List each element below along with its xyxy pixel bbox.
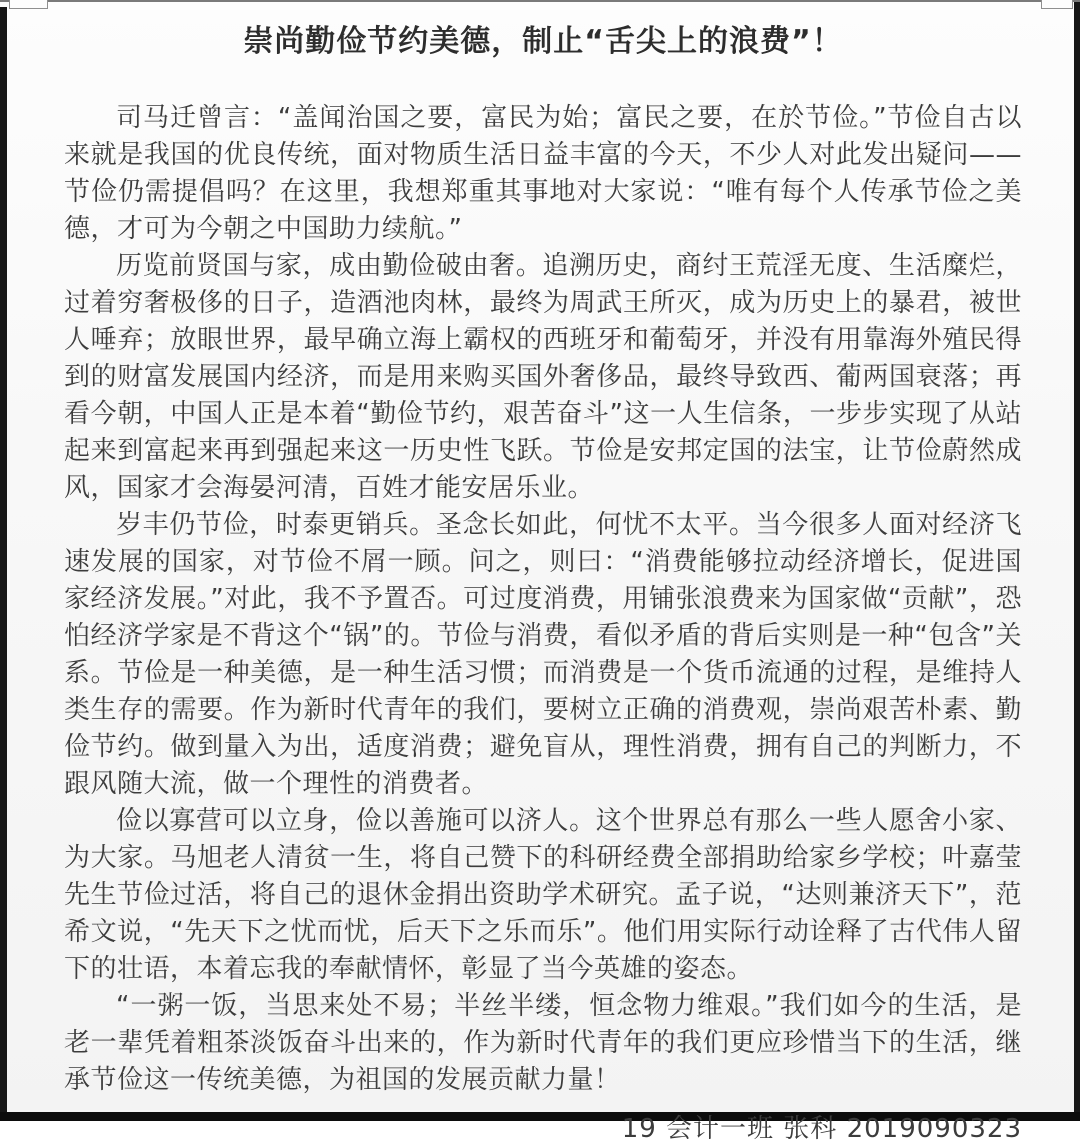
author-signature: 19 会计一班 张科 2019090323 (621, 1114, 1022, 1144)
essay-title: 崇尚勤俭节约美德，制止“舌尖上的浪费”！ (243, 24, 843, 59)
scan-artifact-top-left (9, 0, 48, 9)
essay-paragraph-3: 岁丰仍节俭，时泰更销兵。圣念长如此，何忧不太平。当今很多人面对经济飞速发展的国家，对节俭不屑一顾。问之，则曰：“消费能够拉动经济增长，促进国家经济发展。”对此，我不予置否。可过度消费，用铺张浪费来为国家做“贡献”，恐怕经济学家是不背这个“锅”的。节俭与消费，看似矛盾的背后实则是一种“包含”关系。节俭是一种美德，是一种生活习惯；而消费是一个货币流通的过程，是维持人类生存的需要。作为新时代青年的我们，要树立正确的消费观，崇尚艰苦朴素、勤俭节约。做到量入为出，适度消费；避免盲从，理性消费，拥有自己的判断力，不跟风随大流，做一个理性的消费者。 (64, 510, 1022, 799)
essay-paragraph-4: 俭以寡营可以立身，俭以善施可以济人。这个世界总有那么一些人愿舍小家、为大家。马旭老人清贫一生，将自己赞下的科研经费全部捐助给家乡学校；叶嘉莹先生节俭过活，将自己的退休金捐出资助学术研究。孟子说，“达则兼济天下”，范希文说，“先天下之忧而忧，后天下之乐而乐”。他们用实际行动诠释了古代伟人留下的壮语，本着忘我的奉献情怀，彰显了当今英雄的姿态。 (64, 806, 1022, 984)
photo-right-edge (1074, 2, 1080, 1121)
essay-paragraph-5: “一粥一饭，当思来处不易；半丝半缕，恒念物力维艰。”我们如今的生活，是老一辈凭着粗茶淡饭奋斗出来的，作为新时代青年的我们更应珍惜当下的生活，继承节俭这一传统美德，为祖国的发展贡献力量！ (64, 991, 1022, 1095)
photo-top-edge (0, 0, 1080, 2)
essay-paragraph-2: 历览前贤国与家，成由勤俭破由奢。追溯历史，商纣王荒淫无度、生活糜烂，过着穷奢极侈的日子，造酒池肉林，最终为周武王所灭，成为历史上的暴君，被世人唾弃；放眼世界，最早确立海上霸权的西班牙和葡萄牙，并没有用靠海外殖民得到的财富发展国内经济，而是用来购买国外奢侈品，最终导致西、葡两国衰落；再看今朝，中国人正是本着“勤俭节约，艰苦奋斗”这一人生信条，一步步实现了从站起来到富起来再到强起来这一历史性飞跃。节俭是安邦定国的法宝，让节俭蔚然成风，国家才会海晏河清，百姓才能安居乐业。 (64, 251, 1022, 503)
scan-artifact-top-right (1041, 0, 1073, 9)
essay-paragraph-1: 司马迁曾言：“盖闻治国之要，富民为始；富民之要，在於节俭。”节俭自古以来就是我国的优良传统，面对物质生活日益丰富的今天，不少人对此发出疑问——节俭仍需提倡吗？在这里，我想郑重其事地对大家说：“唯有每个人传承节俭之美德，才可为今朝之中国助力续航。” (64, 103, 1022, 244)
photo-left-edge (0, 7, 7, 1121)
essay (64, 16, 1022, 1148)
